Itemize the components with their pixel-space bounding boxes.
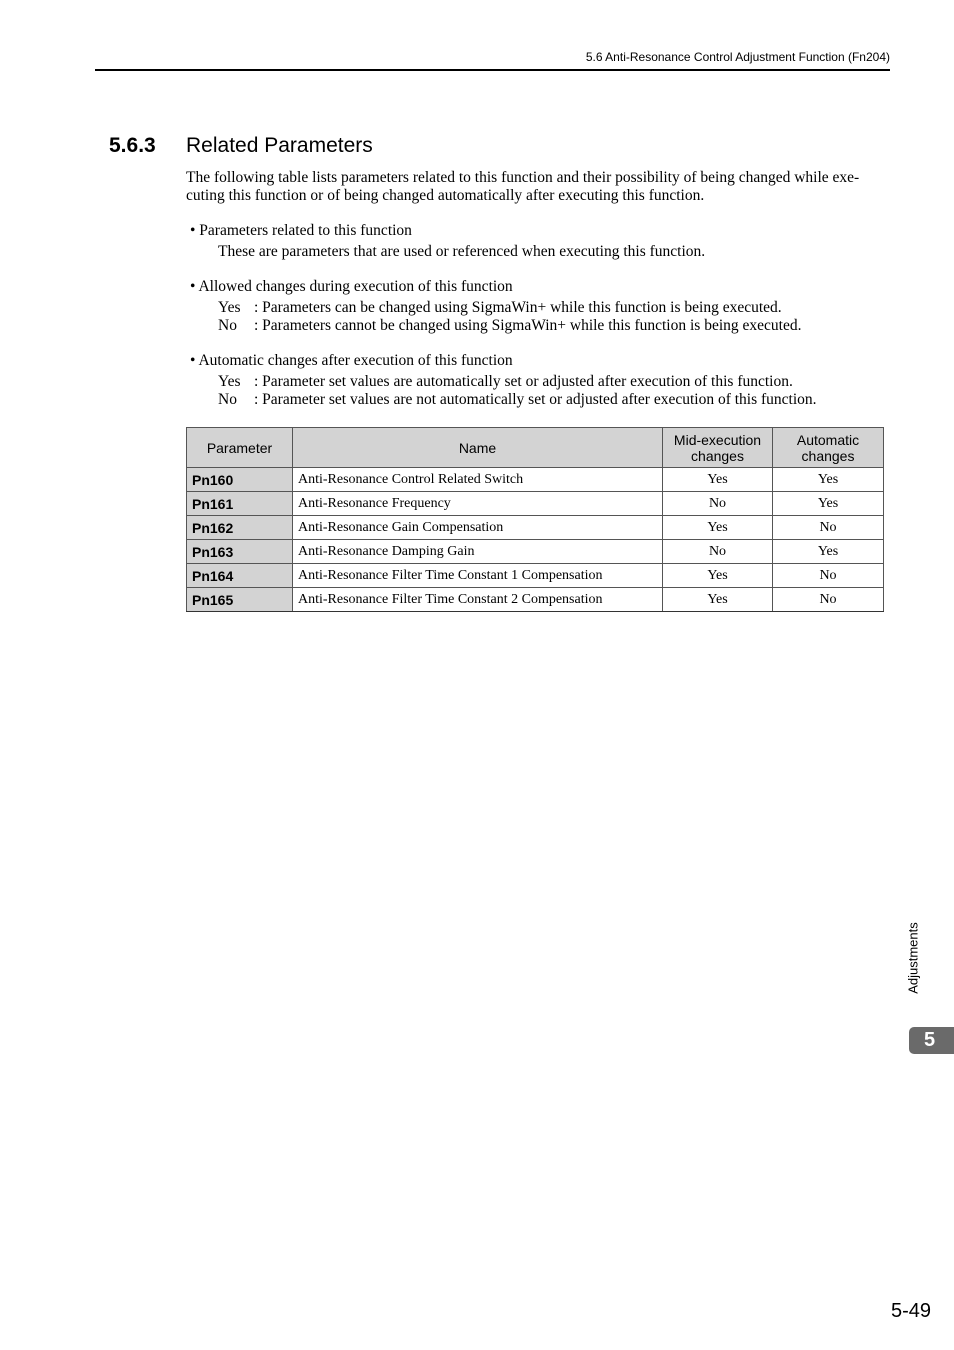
option-text: : Parameter set values are not automatically set or adjusted after execution of this function. xyxy=(254,391,817,408)
option-yes xyxy=(218,373,817,391)
bullet-label: • Parameters related to this function xyxy=(190,222,412,239)
table-row xyxy=(187,468,884,492)
parameter-name: Anti-Resonance Control Related Switch xyxy=(293,468,663,492)
mid-execution-value: Yes xyxy=(663,516,773,540)
bullet-label: • Allowed changes during execution of this function xyxy=(190,278,513,295)
automatic-value: No xyxy=(773,588,884,612)
parameter-name: Anti-Resonance Frequency xyxy=(293,492,663,516)
parameter-name: Anti-Resonance Gain Compensation xyxy=(293,516,663,540)
automatic-value: Yes xyxy=(773,468,884,492)
header-rule xyxy=(95,69,890,71)
section-title: Related Parameters xyxy=(186,134,373,157)
option-key: Yes xyxy=(218,373,241,390)
page-number: 5-49 xyxy=(890,1300,931,1322)
bullet-label: • Automatic changes after execution of this function xyxy=(190,352,513,369)
table-row xyxy=(187,516,884,540)
bullet-description: These are parameters that are used or referenced when executing this function. xyxy=(218,243,706,260)
chapter-tab: 5 xyxy=(909,1027,954,1054)
related-parameters-table xyxy=(186,427,884,612)
automatic-value: No xyxy=(773,516,884,540)
table-header-row xyxy=(187,428,884,468)
automatic-value: No xyxy=(773,564,884,588)
intro-line: The following table lists parameters related to this function and their possibility of being changed while exe- xyxy=(186,169,860,186)
column-header-name: Name xyxy=(293,428,663,468)
mid-execution-value: Yes xyxy=(663,588,773,612)
option-key: Yes xyxy=(218,299,241,316)
column-header-parameter: Parameter xyxy=(187,428,293,468)
running-header: 5.6 Anti-Resonance Control Adjustment Function (Fn204) xyxy=(585,50,890,64)
column-header-automatic xyxy=(773,428,884,468)
parameter-code: Pn164 xyxy=(187,564,293,588)
parameter-code: Pn165 xyxy=(187,588,293,612)
option-key: No xyxy=(218,317,237,334)
table-row xyxy=(187,540,884,564)
bullet-parameters-related xyxy=(190,222,705,261)
section-heading xyxy=(109,134,373,158)
bullet-options xyxy=(218,373,817,409)
table-row xyxy=(187,492,884,516)
option-text: : Parameters cannot be changed using SigmaWin+ while this function is being executed. xyxy=(254,317,802,334)
parameter-name: Anti-Resonance Filter Time Constant 2 Compensation xyxy=(293,588,663,612)
mid-execution-value: No xyxy=(663,492,773,516)
mid-execution-value: No xyxy=(663,540,773,564)
option-no xyxy=(218,391,817,409)
mid-execution-value: Yes xyxy=(663,468,773,492)
header-line: changes xyxy=(691,447,744,464)
section-number: 5.6.3 xyxy=(109,134,156,157)
option-yes xyxy=(218,299,801,317)
parameter-name: Anti-Resonance Filter Time Constant 1 Compensation xyxy=(293,564,663,588)
parameter-code: Pn163 xyxy=(187,540,293,564)
parameter-code: Pn161 xyxy=(187,492,293,516)
option-text: : Parameters can be changed using SigmaWin+ while this function is being executed. xyxy=(254,299,782,316)
bullet-allowed-changes xyxy=(190,278,801,335)
intro-paragraph xyxy=(186,169,886,205)
option-no xyxy=(218,317,801,335)
intro-line: cuting this function or of being changed automatically after executing this function. xyxy=(186,187,705,204)
parameter-name: Anti-Resonance Damping Gain xyxy=(293,540,663,564)
header-line: changes xyxy=(801,447,855,464)
mid-execution-value: Yes xyxy=(663,564,773,588)
automatic-value: Yes xyxy=(773,492,884,516)
parameter-code: Pn160 xyxy=(187,468,293,492)
option-key: No xyxy=(218,391,237,408)
bullet-options xyxy=(218,299,801,335)
column-header-mid-execution xyxy=(663,428,773,468)
automatic-value: Yes xyxy=(773,540,884,564)
header-line: Automatic xyxy=(796,431,860,448)
table-row xyxy=(187,564,884,588)
side-tab-label: Adjustments xyxy=(905,922,921,994)
parameter-code: Pn162 xyxy=(187,516,293,540)
header-line: Mid-execution xyxy=(673,431,762,448)
bullet-automatic-changes xyxy=(190,352,817,409)
option-text: : Parameter set values are automatically set or adjusted after execution of this function. xyxy=(254,373,793,390)
table-row xyxy=(187,588,884,612)
